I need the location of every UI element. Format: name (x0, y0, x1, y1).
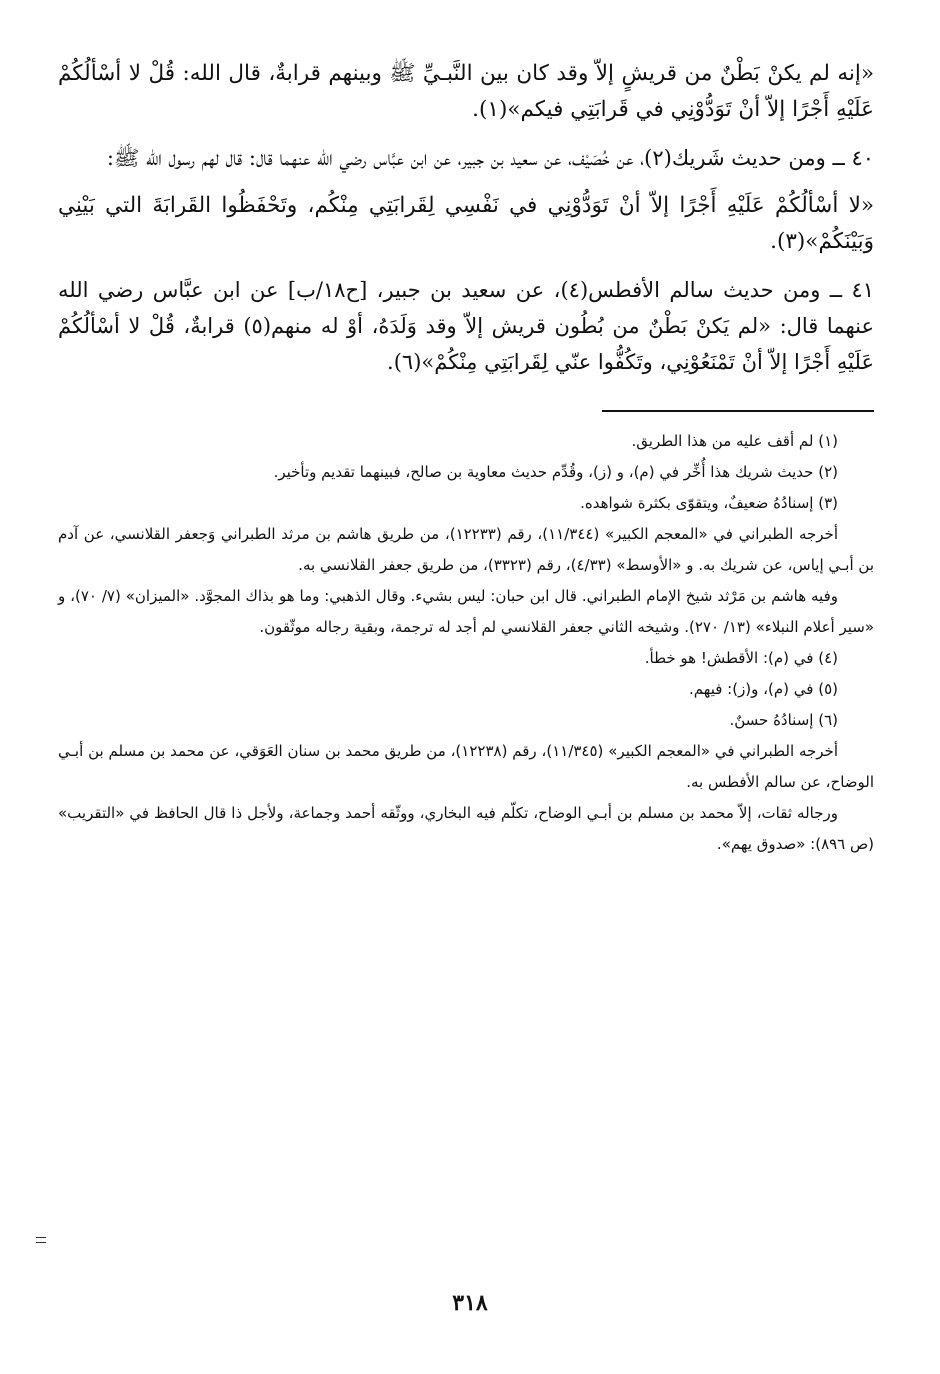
footnote-3-takhrij: أخرجه الطبراني في «المعجم الكبير» (١١/٣٤٤)، رقم (١٢٢٣٣)، من طريق هاشم بن مرثد الطبراني وَجعفر القلانسي، عن آدم بن أبـي إياس، عن شريك به. و «الأوسط» (٤/٣٣)، رقم (٣٣٢٣)، من طريق جعفر القلانسي به. (58, 525, 874, 574)
footnote-1: (١) لم أقف عليه من هذا الطريق. (631, 432, 838, 450)
footnote-6-commentary: ورجاله ثقات، إلاّ محمد بن مسلم بن أبـي الوضاح، تكلّم فيه البخاري، ووثّقه أحمد وجماعة، ولأجل ذا قال الحافظ في «التقريب» (ص ٨٩٦): «صدوق يهم». (58, 804, 874, 853)
hadith-40-paragraph: ٤٠ ــ ومن حديث شَريك(٢)، عن خُصَيْف، عن سعيد بن جبير، عن ابن عبَّاس رضي الله عنهما قال: قال لهم رسول الله ﷺ: (106, 146, 874, 170)
hadith-40-quote: «لا أسْألُكُمْ عَلَيْهِ أَجْرًا إلاّ أنْ تَوَدُّوْنِي في نَفْسِي لِقَرابَتِي مِنْكُم، وتَحْفَظُوا القَرابَةَ التي بَيْنِي وَبَيْنَكُمْ»(٣). (58, 193, 874, 254)
footnote-3-commentary: وفيه هاشم بن مَرْثد شيخ الإمام الطبراني. قال ابن حبان: ليس بشيء. وقال الذهبي: وما هو بذاك المجوَّد. «الميزان» (٧/ ٧٠)، و «سير أعلام النبلاء» (١٣/ ٢٧٠). وشيخه الثاني جعفر القلانسي لم أجد له ترجمة، وبقية رجاله موثّقون. (58, 587, 874, 636)
hadith-41-paragraph: ٤١ ــ ومن حديث سالم الأفطس(٤)، عن سعيد بن جبير، [ح١٨/ب] عن ابن عبَّاس رضي الله عنهما قال: «لم يَكنْ بَطْنٌ من بُطُون قريش إلاّ وقد وَلَدَهُ، أوْ له منهم(٥) قرابةٌ، قُلْ لا أسْألُكُمْ عَلَيْهِ أَجْرًا إلاّ أنْ تَمْنَعُوْنِي، وتَكُفُّوا عنّي لِقَرابَتِي مِنْكُمْ»(٦). (58, 278, 874, 374)
footnote-4: (٤) في (م): الأقطش! هو خطأ. (644, 649, 838, 667)
footnotes (58, 426, 874, 860)
margin-mark (36, 1237, 46, 1243)
main-text (58, 56, 874, 380)
footnote-6-takhrij: أخرجه الطبراني في «المعجم الكبير» (١١/٣٤٥)، رقم (١٢٢٣٨)، من طريق محمد بن سنان العَوَقي، عن محمد بن مسلم بن أبـي الوضاح، عن سالم الأفطس به. (58, 742, 874, 791)
page-body (58, 56, 874, 860)
footnote-3: (٣) إسنادُهُ ضعيفٌ، ويتقوّى بكثرة شواهده. (580, 494, 838, 512)
footnote-6: (٦) إسنادُهُ حسنٌ. (729, 711, 838, 729)
footnote-separator (602, 410, 874, 412)
footnote-2: (٢) حديث شريك هذا أُخِّر في (م)، و (ز)، وقُدِّم حديث معاوية بن صالح، فبينهما تقديم وتأخير. (273, 463, 838, 481)
hadith-quote-paragraph: «إنه لم يكنْ بَطْنٌ من قريشٍ إلاّ وقد كان بين النَّبـيِّ ﷺ وبينهم قرابةٌ، قال الله: قُلْ لا أسْألُكُمْ عَلَيْهِ أَجْرًا إلاّ أنْ تَوَدُّوْنِي في قَرابَتِي فيكم»(١). (58, 61, 874, 122)
footnote-5: (٥) في (م)، و(ز): فيهم. (689, 680, 838, 698)
page-number: ٣١٨ (452, 1290, 488, 1316)
